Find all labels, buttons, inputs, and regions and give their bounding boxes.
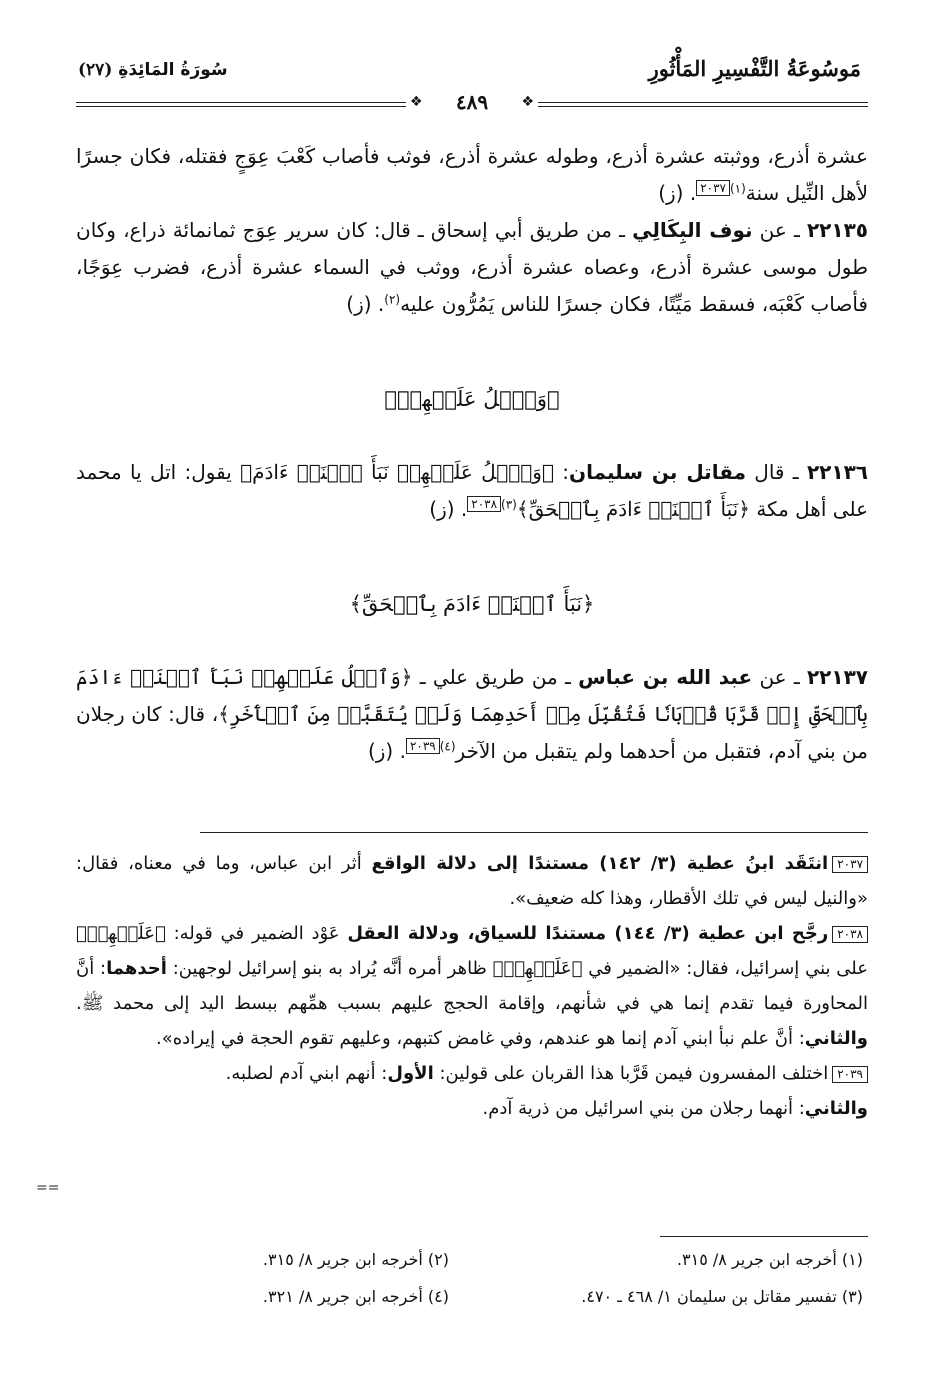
- text: :: [553, 460, 570, 484]
- footnote-ref[interactable]: (١): [729, 181, 746, 196]
- narration-number: ٢٢١٣٦: [806, 460, 868, 484]
- narration-text: ـ من طريق أبي إسحاق ـ قال: كان سرير عِوَج ثمانمائة ذراع، وكان طول موسى عشرة أذرع، وعصاه عشرة أذرع، ووثب في السماء عشرة أذرع، فضرب عِوَجًا، فأصاب كَعْبَه، فسقط مَيِّتًا، فكان جسرًا للناس يَمُرُّون عليه: [76, 218, 868, 316]
- commentary-text: ظاهر أمره أنَّه يُراد به بنو إسرائيل لوجهين:: [166, 958, 493, 979]
- commentary-number: ٢٠٣٧: [832, 856, 868, 873]
- commentary-point-label: أحدهما: [106, 958, 167, 979]
- narration-22137: [76, 659, 868, 770]
- commentary-text: : أنَّ المحاورة فيما تقدم إنما هي في شأنهم، وإقامة الحجج عليهم بسبب همِّهم ببسط اليد إلى محمد ﷺ.: [76, 958, 868, 1014]
- surah-header: [78, 60, 228, 80]
- commentary-point-label: والثاني: [804, 1098, 868, 1119]
- narrator-name: مقاتل بن سليمان: [569, 460, 746, 484]
- commentary-text: : أنَّ علم نبأ ابني آدم إنما هو عندهم، وفي غامض كتبهم، وعليهم تقوم الحجة في إيراده».: [155, 1028, 805, 1049]
- header-rule-line-left: [76, 102, 406, 107]
- book-title: مَوسُوعَةُ التَّفْسِيرِ المَأْثُورِ: [648, 56, 861, 81]
- header-rule-line-right: [538, 102, 868, 107]
- narration-number: ٢٢١٣٧: [806, 665, 869, 689]
- footnote-divider: [660, 1236, 868, 1237]
- surah-name: سُورَةُ المَائِدَةِ: [118, 60, 228, 80]
- footnote-3: (٣) تفسير مقاتل بن سليمان ١/ ٤٦٨ ـ ٤٧٠.: [581, 1287, 863, 1306]
- continuation-mark: ==: [36, 1180, 60, 1196]
- page-number: ٤٨٩: [455, 90, 489, 114]
- narrator-name: نوف البِكَالِي: [632, 218, 753, 242]
- text-line: فقتله، فكان جسرًا لأهل النِّيل سنة: [76, 144, 868, 205]
- commentary-lead: انتَقَد ابنُ عطية (٣/ ١٤٢) مستندًا إلى دلالة الواقع: [371, 853, 829, 874]
- commentary-text: اختلف المفسرون فيمن قَرَّبا هذا القربان على قولين:: [433, 1063, 829, 1084]
- commentary-2039-cont: [76, 1091, 868, 1126]
- commentary-text: على بني إسرائيل، فقال: «الضمير في: [582, 958, 868, 979]
- footnote-ref[interactable]: (٢): [384, 292, 401, 307]
- commentary-number: ٢٠٣٨: [832, 926, 868, 943]
- narrator-name: عبد الله بن عباس: [578, 665, 753, 689]
- quran-quote: ﴿وَٱتۡلُ عَلَيۡهِمۡ نَبَأَ ٱبۡنَيۡ ءَادَمَ﴾: [240, 460, 554, 484]
- commentary-ref[interactable]: ٢٠٣٩: [406, 738, 440, 754]
- footnote-1: (١) أخرجه ابن جرير ٨/ ٣١٥.: [676, 1250, 863, 1269]
- source-mark: . (ز): [367, 739, 406, 763]
- surah-number: (٢٧): [78, 60, 113, 80]
- text-line: عشرة أذرع، ووثبته عشرة أذرع، وطوله عشرة أذرع، فوثب فأصاب كَعْبَ عِوَجٍ: [234, 144, 868, 168]
- commentary-point-label: والثاني: [804, 1028, 868, 1049]
- commentary-2037: [76, 846, 868, 916]
- commentary-text: : أنهما رجلان من بني اسرائيل من ذرية آدم.: [482, 1098, 805, 1119]
- source-mark: . (ز): [346, 292, 385, 316]
- narration-text: ، قال: كان رجلان من بني آدم، فتقبل من أحدهما ولم يتقبل من الآخر: [76, 702, 868, 763]
- commentary-ref[interactable]: ٢٠٣٨: [467, 496, 501, 512]
- main-text: [76, 138, 868, 770]
- narration-text: يقول: اتل يا محمد على أهل مكة: [76, 460, 868, 521]
- commentary-2038: [76, 916, 868, 1056]
- text: ـ عن: [752, 218, 807, 242]
- commentary-text: أثر ابن عباس، وما في معناه، فقال: «والنيل ليس في تلك الأقطار، وهذا كله ضعيف».: [76, 853, 868, 909]
- commentary-text: عَوْد الضمير في قوله:: [165, 923, 348, 944]
- narration-22135: [76, 212, 868, 323]
- footnote-ref[interactable]: (٣): [501, 497, 517, 512]
- commentary-2039: [76, 1056, 868, 1091]
- narration-22136: [76, 454, 868, 528]
- quran-quote: ﴿عَلَيۡهِمۡ﴾: [76, 923, 166, 944]
- commentary-divider: [200, 832, 868, 833]
- commentary-point-label: الأول: [387, 1063, 434, 1084]
- commentary-text: : أنهم ابني آدم لصلبه.: [225, 1063, 388, 1084]
- source-mark: . (ز): [658, 181, 697, 205]
- paragraph-continuation: [76, 138, 868, 212]
- footnote-4: (٤) أخرجه ابن جرير ٨/ ٣٢١.: [262, 1287, 449, 1306]
- footnote-ref[interactable]: (٤): [439, 739, 456, 754]
- text: ـ قال: [745, 460, 807, 484]
- commentary-section: [76, 846, 868, 1126]
- ornament-left-icon: ❖: [410, 94, 423, 110]
- quran-quote: ﴿نَبَأَ ٱبۡنَيۡ ءَادَمَ بِٱلۡحَقِّ﴾: [516, 497, 750, 521]
- ornament-right-icon: ❖: [521, 94, 534, 110]
- source-mark: . (ز): [429, 497, 468, 521]
- quran-quote: ﴿عَلَيۡهِمۡ﴾: [492, 958, 583, 979]
- verse-heading: ﴿وَٱتۡلُ عَلَيۡهِمۡ﴾: [384, 387, 560, 411]
- verse-heading: ﴿نَبَأَ ٱبۡنَيۡ ءَادَمَ بِٱلۡحَقِّ﴾: [349, 592, 595, 616]
- text: ـ من طريق علي ـ: [412, 665, 579, 689]
- footnote-2: (٢) أخرجه ابن جرير ٨/ ٣١٥.: [262, 1250, 449, 1269]
- narration-number: ٢٢١٣٥: [806, 218, 869, 242]
- text: ـ عن: [752, 665, 807, 689]
- commentary-lead: رجَّح ابن عطية (٣/ ١٤٤) مستندًا للسياق، ودلالة العقل: [347, 923, 829, 944]
- commentary-number: ٢٠٣٩: [832, 1066, 868, 1083]
- quran-quote: ﴿وَٱتۡلُ عَلَيۡهِمۡ نَبَأَ ٱبۡنَيۡ ءَادَمَ بِٱلۡحَقِّ إِذۡ قَرَّبَا قُرۡبَانٗا فَتُقُبِّلَ مِنۡ أَحَدِهِمَا وَلَمۡ يُتَقَبَّلۡ مِنَ ٱلۡأٓخَرِ﴾: [76, 665, 868, 726]
- commentary-ref[interactable]: ٢٠٣٧: [696, 180, 730, 196]
- header-rule: [76, 92, 868, 114]
